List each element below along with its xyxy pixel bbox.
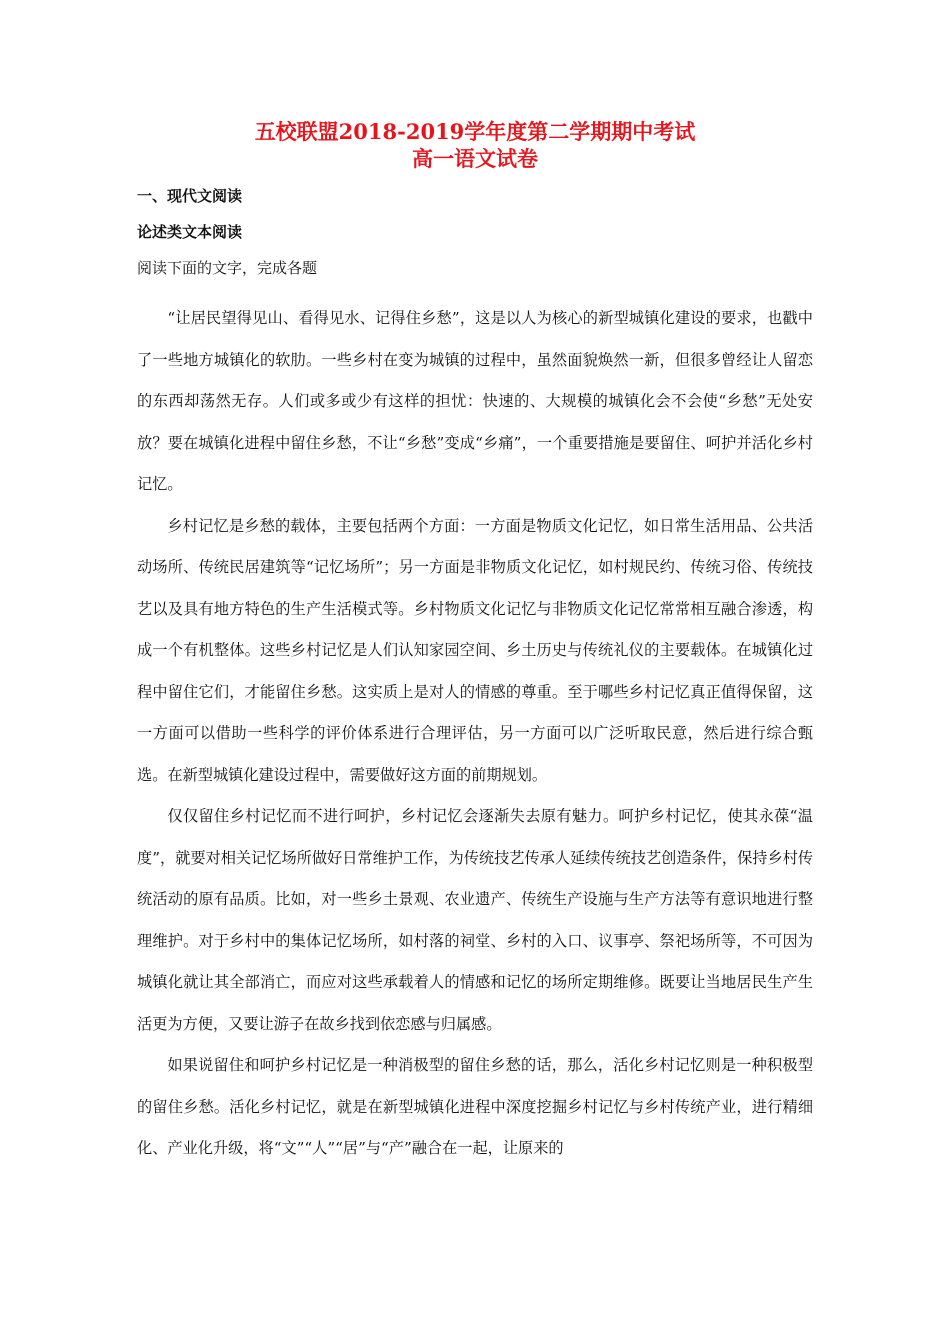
passage — [137, 298, 813, 1170]
section-heading: 一、现代文阅读 — [137, 187, 243, 205]
reading-instruction: 阅读下面的文字，完成各题 — [137, 259, 318, 277]
paragraph-1: “让居民望得见山、看得见水、记得住乡愁”，这是以人为核心的新型城镇化建设的要求，也戳中了一些地方城镇化的软肋。一些乡村在变为城镇的过程中，虽然面貌焕然一新，但很多曾经让人留恋的东西却荡然无存。人们或多或少有这样的担忧：快速的、大规模的城镇化会不会使“乡愁”无处安放？要在城镇化进程中留住乡愁，不让“乡愁”变成“乡痛”，一个重要措施是要留住、呵护并活化乡村记忆。 — [137, 309, 813, 493]
document-subtitle: 高一语文试卷 — [412, 146, 538, 171]
document-title: 五校联盟2018-2019学年度第二学期期中考试 — [254, 119, 696, 144]
subsection-heading: 论述类文本阅读 — [137, 223, 243, 241]
paragraph-2: 乡村记忆是乡愁的载体，主要包括两个方面：一方面是物质文化记忆，如日常生活用品、公共活动场所、传统民居建筑等“记忆场所”；另一方面是非物质文化记忆，如村规民约、传统习俗、传统技艺以及具有地方特色的生产生活模式等。乡村物质文化记忆与非物质文化记忆常常相互融合渗透，构成一个有机整体。这些乡村记忆是人们认知家园空间、乡土历史与传统礼仪的主要载体。在城镇化过程中留住它们，才能留住乡愁。这实质上是对人的情感的尊重。至于哪些乡村记忆真正值得保留，这一方面可以借助一些科学的评价体系进行合理评估，另一方面可以广泛听取民意，然后进行综合甄选。在新型城镇化建设过程中，需要做好这方面的前期规划。 — [137, 516, 813, 784]
paragraph-4: 如果说留住和呵护乡村记忆是一种消极型的留住乡愁的话，那么，活化乡村记忆则是一种积极型的留住乡愁。活化乡村记忆，就是在新型城镇化进程中深度挖掘乡村记忆与乡村传统产业，进行精细化、产业化升级，将“文”“人”“居”与“产”融合在一起，让原来的 — [137, 1056, 813, 1157]
paragraph-3: 仅仅留住乡村记忆而不进行呵护，乡村记忆会逐渐失去原有魅力。呵护乡村记忆，使其永葆“温度”，就要对相关记忆场所做好日常维护工作，为传统技艺传承人延续传统技艺创造条件，保持乡村传统活动的原有品质。比如，对一些乡土景观、农业遗产、传统生产设施与生产方法等有意识地进行整理维护。对于乡村中的集体记忆场所，如村落的祠堂、乡村的入口、议事亭、祭祀场所等，不可因为城镇化就让其全部消亡，而应对这些承载着人的情感和记忆的场所定期维修。既要让当地居民生产生活更为方便，又要让游子在故乡找到依恋感与归属感。 — [137, 807, 814, 1033]
document-page — [137, 118, 813, 1170]
